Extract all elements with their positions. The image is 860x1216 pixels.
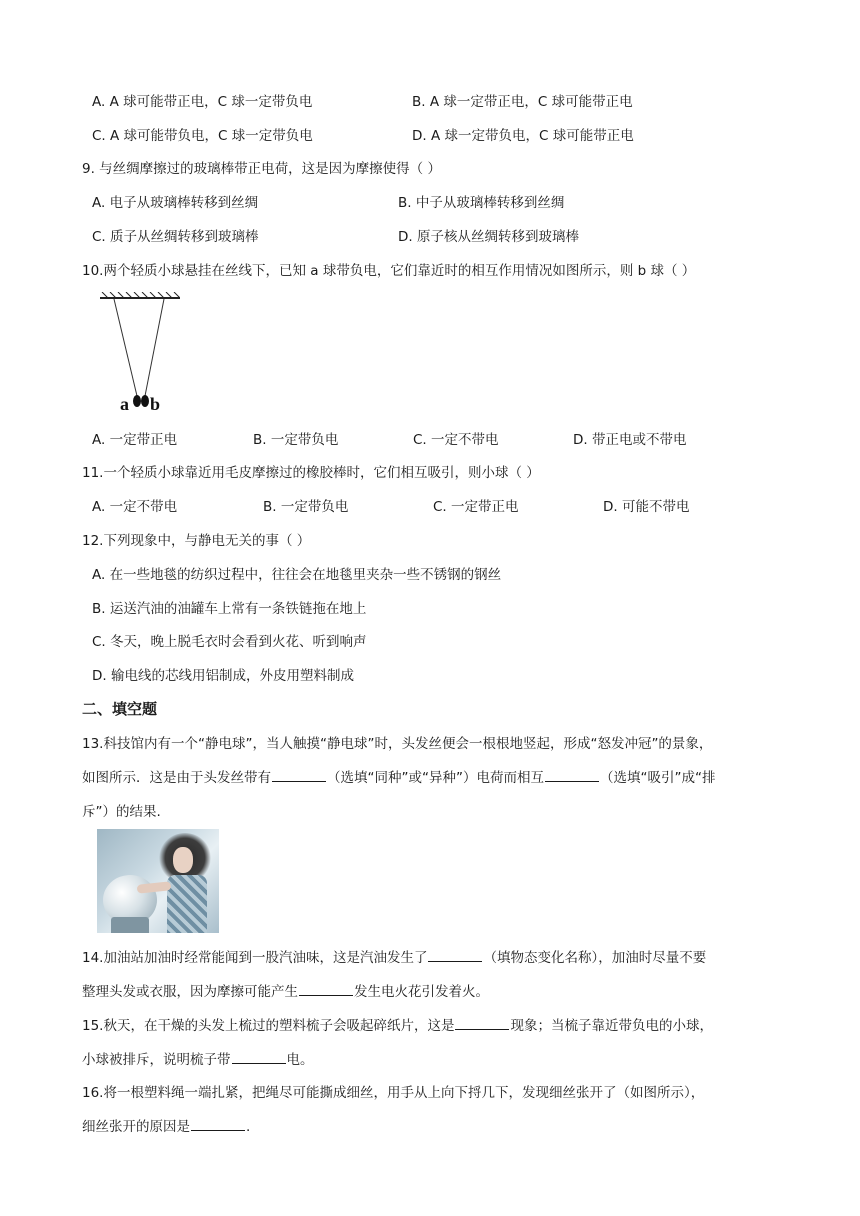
ball-a xyxy=(133,395,141,407)
q14-blank-2[interactable] xyxy=(299,983,353,996)
q14-line-2 xyxy=(82,980,782,1000)
q14-text-b: （填物态变化名称），加油时尽量不要 xyxy=(483,950,707,966)
q16-line-1: 16.将一根塑料绳一端扎紧，把绳尽可能撕成细丝，用手从上向下捋几下，发现细丝张开了（如图所示）， xyxy=(82,1085,705,1101)
thread-b xyxy=(145,299,164,396)
q14-blank-1[interactable] xyxy=(428,949,482,962)
q13-line-2 xyxy=(82,766,782,786)
ball-b xyxy=(141,395,149,407)
q15-blank-2[interactable] xyxy=(232,1051,286,1064)
q13-text-a: 如图所示．这是由于头发丝带有 xyxy=(82,770,271,786)
q11-option-d: D. 可能不带电 xyxy=(603,499,690,515)
q9-option-c: C. 质子从丝绸转移到玻璃棒 xyxy=(92,229,259,245)
q8-option-b: B. A 球一定带正电，C 球可能带正电 xyxy=(412,94,633,110)
q13-line-1: 13.科技馆内有一个“静电球”，当人触摸“静电球”时，头发丝便会一根根地竖起，形成“怒发冲冠”的景象， xyxy=(82,736,713,752)
q9-option-b: B. 中子从玻璃棒转移到丝绸 xyxy=(398,195,565,211)
q10-option-b: B. 一定带负电 xyxy=(253,432,339,448)
q12-stem: 12.下列现象中，与静电无关的事（ ） xyxy=(82,533,311,549)
label-b: b xyxy=(150,394,161,414)
q14-text-d: 发生电火花引发着火。 xyxy=(354,984,489,1000)
q15-text-a: 15.秋天，在干燥的头发上梳过的塑料梳子会吸起碎纸片，这是 xyxy=(82,1018,455,1034)
person-face xyxy=(173,847,193,873)
thread-a xyxy=(114,299,137,396)
hanging-balls-figure xyxy=(100,292,180,416)
q12-option-c: C. 冬天，晚上脱毛衣时会看到火花、听到响声 xyxy=(92,634,367,650)
q16-line-2 xyxy=(82,1115,782,1135)
q12-option-a: A. 在一些地毯的纺织过程中，往往会在地毯里夹杂一些不锈钢的钢丝 xyxy=(92,567,502,583)
globe-stand xyxy=(111,917,149,933)
q8-option-a: A. A 球可能带正电，C 球一定带负电 xyxy=(92,94,313,110)
q15-line-1 xyxy=(82,1014,782,1034)
q13-text-c: （选填“吸引”成“排 xyxy=(599,770,716,786)
q8-option-d: D. A 球一定带负电，C 球可能带正电 xyxy=(412,128,634,144)
q16-text-a: 细丝张开的原因是 xyxy=(82,1119,190,1135)
q13-text-b: （选填“同种”或“异种”）电荷而相互 xyxy=(327,770,544,786)
q9-option-a: A. 电子从玻璃棒转移到丝绸 xyxy=(92,195,259,211)
q15-line-2 xyxy=(82,1048,782,1068)
q10-stem: 10.两个轻质小球悬挂在丝线下，已知 a 球带负电，它们靠近时的相互作用情况如图所示，则 b 球（ ） xyxy=(82,263,696,279)
q16-blank-1[interactable] xyxy=(191,1118,245,1131)
q15-text-b: 现象；当梳子靠近带负电的小球， xyxy=(510,1018,713,1034)
q14-text-c: 整理头发或衣服，因为摩擦可能产生 xyxy=(82,984,298,1000)
q12-option-d: D. 输电线的芯线用铝制成，外皮用塑料制成 xyxy=(92,668,354,684)
q9-option-d: D. 原子核从丝绸转移到玻璃棒 xyxy=(398,229,579,245)
q12-option-b: B. 运送汽油的油罐车上常有一条铁链拖在地上 xyxy=(92,601,367,617)
q11-option-c: C. 一定带正电 xyxy=(433,499,519,515)
q9-stem: 9. 与丝绸摩擦过的玻璃棒带正电荷，这是因为摩擦使得（ ） xyxy=(82,161,441,177)
q13-line-3: 斥”）的结果. xyxy=(82,804,161,820)
q15-blank-1[interactable] xyxy=(455,1017,509,1030)
q13-blank-2[interactable] xyxy=(545,769,599,782)
q14-line-1 xyxy=(82,946,782,966)
q10-option-d: D. 带正电或不带电 xyxy=(573,432,687,448)
q11-option-a: A. 一定不带电 xyxy=(92,499,178,515)
static-electricity-photo xyxy=(97,829,219,933)
section-heading-fill-blank: 二、填空题 xyxy=(82,700,158,718)
q11-stem: 11.一个轻质小球靠近用毛皮摩擦过的橡胶棒时，它们相互吸引，则小球（ ） xyxy=(82,465,540,481)
q15-text-c: 小球被排斥，说明梳子带 xyxy=(82,1052,231,1068)
q8-option-c: C. A 球可能带负电，C 球一定带负电 xyxy=(92,128,313,144)
q11-option-b: B. 一定带负电 xyxy=(263,499,349,515)
q10-option-c: C. 一定不带电 xyxy=(413,432,499,448)
ceiling-support xyxy=(100,292,180,298)
q16-text-b: . xyxy=(246,1119,251,1135)
q13-blank-1[interactable] xyxy=(272,769,326,782)
person-body xyxy=(167,875,207,933)
q14-text-a: 14.加油站加油时经常能闻到一股汽油味，这是汽油发生了 xyxy=(82,950,428,966)
q15-text-d: 电。 xyxy=(286,1052,314,1068)
q10-option-a: A. 一定带正电 xyxy=(92,432,178,448)
label-a: a xyxy=(120,394,129,414)
